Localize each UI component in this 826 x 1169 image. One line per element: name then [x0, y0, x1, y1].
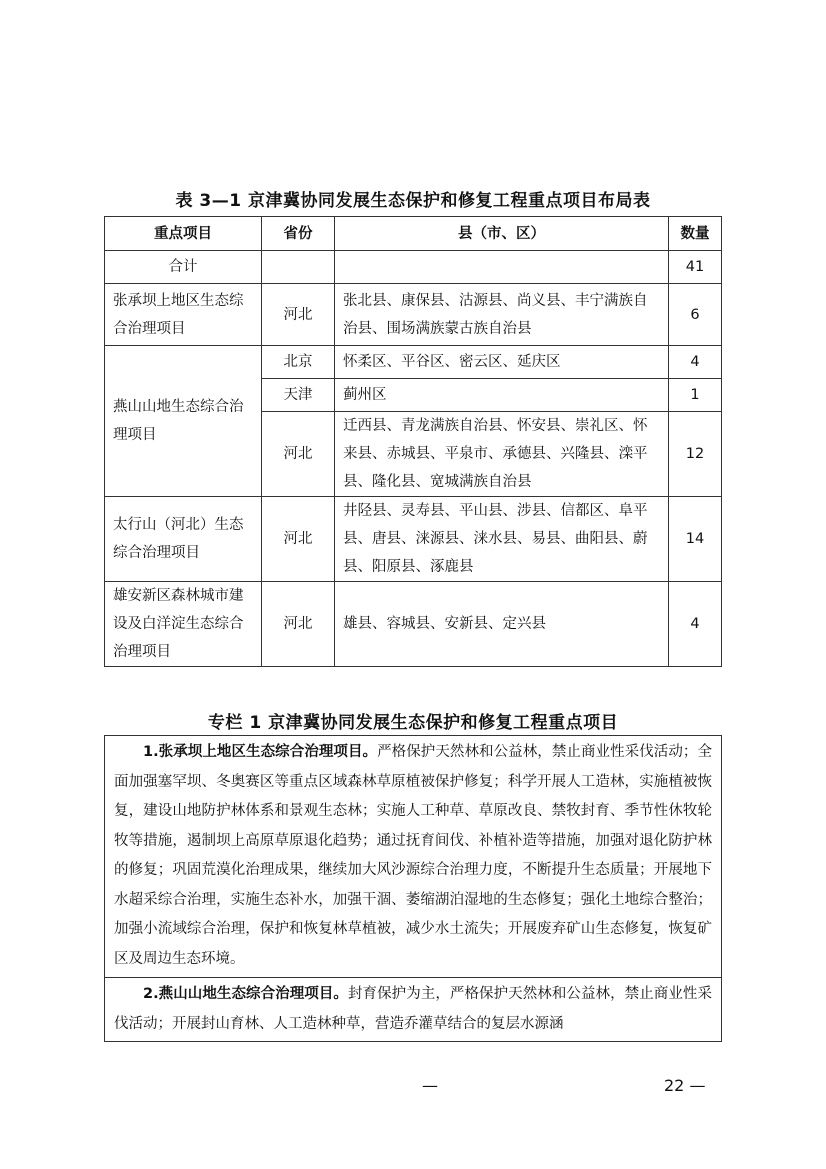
paragraph-heading: 1.张承坝上地区生态综合治理项目。: [143, 744, 378, 760]
table-row: [105, 582, 722, 667]
total-county-cell: [335, 251, 669, 284]
paragraph-text: 严格保护天然林和公益林，禁止商业性采伐活动；全面加强塞罕坝、冬奥赛区等重点区域森林草原植被保护修复；科学开展人工造林，实施植被恢复，建设山地防护林体系和景观生态林；实施人工种草、草原改良、禁牧封育、季节性休牧轮牧等措施，遏制坝上高原草原退化趋势；通过抚育间伐、补植补造等措施，加强对退化防护林的修复；巩固荒漠化治理成果，继续加大风沙源综合治理力度，不断提升生态质量；开展地下水超采综合治理，实施生态补水，加强干涸、萎缩湖泊湿地的生态修复；强化土地综合整治；加强小流域综合治理，保护和恢复林草植被，减少水土流失；开展废弃矿山生态修复，恢复矿区及周边生态环境。: [114, 744, 712, 967]
project-count: 4: [669, 346, 722, 379]
project-layout-table: [104, 216, 722, 667]
province: 河北: [262, 497, 335, 582]
project-count: 4: [669, 582, 722, 667]
county-list: 张北县、康保县、沽源县、尚义县、丰宁满族自治县、围场满族蒙古族自治县: [335, 284, 669, 346]
total-label: 合计: [105, 251, 262, 284]
table-title: 表 3—1 京津冀协同发展生态保护和修复工程重点项目布局表: [175, 191, 651, 211]
page-number: 22 —: [664, 1076, 706, 1095]
province: 北京: [262, 346, 335, 379]
county-list: 雄县、容城县、安新县、定兴县: [335, 582, 669, 667]
header-count: 数量: [669, 217, 722, 251]
table-row: [105, 284, 722, 346]
footer-dash: —: [422, 1076, 438, 1095]
page-footer: [422, 1076, 705, 1095]
project-count: 1: [669, 379, 722, 412]
header-county: 县（市、区）: [335, 217, 669, 251]
table-header-row: [105, 217, 722, 251]
province: 天津: [262, 379, 335, 412]
project-count: 14: [669, 497, 722, 582]
table-row: [105, 346, 722, 379]
table-row: [105, 497, 722, 582]
project-name: 燕山山地生态综合治理项目: [105, 346, 262, 497]
project-description-box: [104, 735, 722, 1042]
box-paragraph: [105, 736, 721, 977]
province: 河北: [262, 284, 335, 346]
total-count: 41: [669, 251, 722, 284]
project-count: 12: [669, 412, 722, 497]
total-row: [105, 251, 722, 284]
project-name: 雄安新区森林城市建设及白洋淀生态综合治理项目: [105, 582, 262, 667]
project-name: 张承坝上地区生态综合治理项目: [105, 284, 262, 346]
project-name: 太行山（河北）生态综合治理项目: [105, 497, 262, 582]
box-title: 专栏 1 京津冀协同发展生态保护和修复工程重点项目: [207, 713, 619, 733]
header-province: 省份: [262, 217, 335, 251]
total-province-cell: [262, 251, 335, 284]
box-paragraph: [105, 977, 721, 1042]
county-list: 蓟州区: [335, 379, 669, 412]
county-list: 迁西县、青龙满族自治县、怀安县、崇礼区、怀来县、赤城县、平泉市、承德县、兴隆县、滦平县、隆化县、宽城满族自治县: [335, 412, 669, 497]
county-list: 怀柔区、平谷区、密云区、延庆区: [335, 346, 669, 379]
header-project: 重点项目: [105, 217, 262, 251]
paragraph-text: 封育保护为主，严格保护天然林和公益林，禁止商业性采伐活动；开展封山育林、人工造林种草，营造乔灌草结合的复层水源涵: [114, 986, 712, 1032]
paragraph-heading: 2.燕山山地生态综合治理项目。: [143, 986, 348, 1002]
province: 河北: [262, 582, 335, 667]
county-list: 井陉县、灵寿县、平山县、涉县、信都区、阜平县、唐县、涞源县、涞水县、易县、曲阳县、蔚县、阳原县、涿鹿县: [335, 497, 669, 582]
province: 河北: [262, 412, 335, 497]
project-count: 6: [669, 284, 722, 346]
